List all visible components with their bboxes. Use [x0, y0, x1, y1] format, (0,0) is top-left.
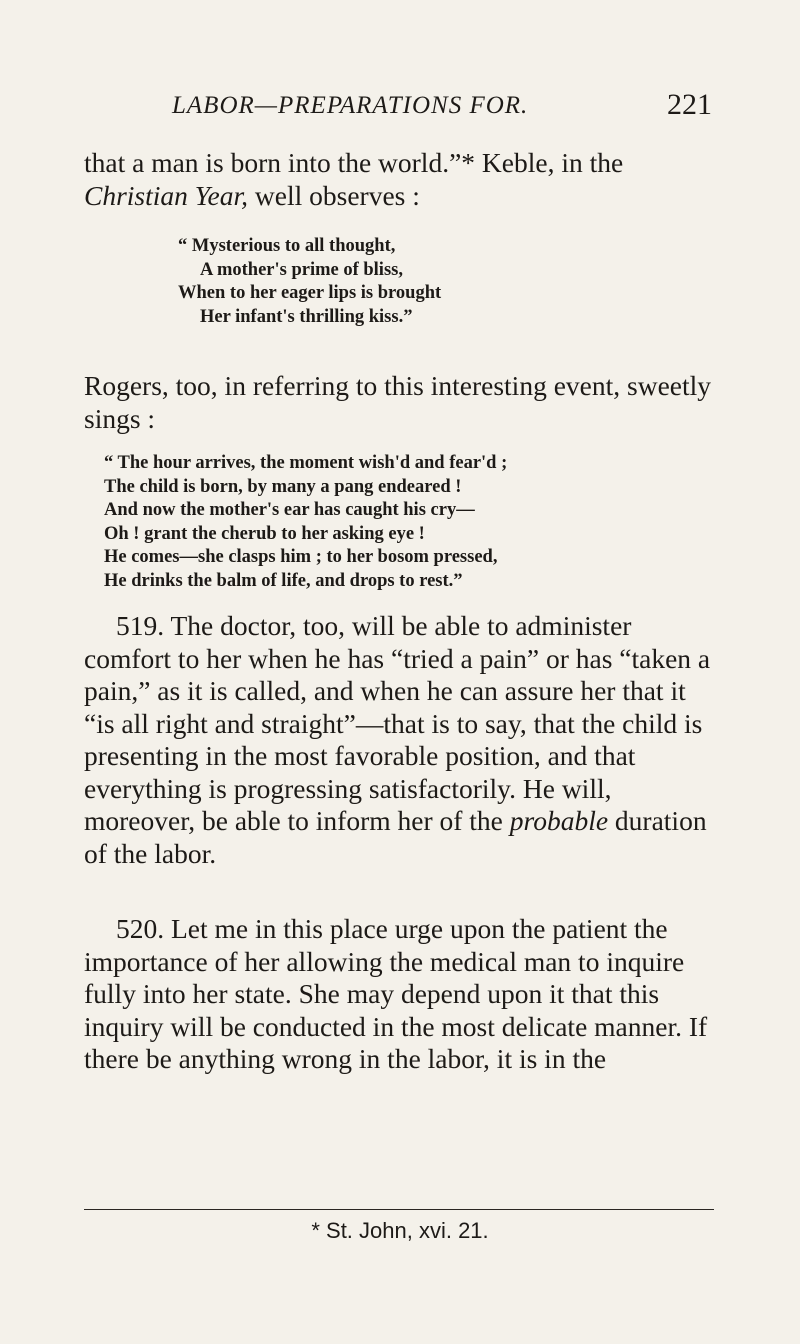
- running-head: LABOR—PREPARATIONS FOR.: [172, 92, 529, 119]
- keble-line-1: that a man is born into the world.”* Keble, in the: [84, 147, 624, 178]
- paragraph-519-text: 519. The doctor, too, will be able to administer comfort to her when he has “tried a pain” or has “taken a pain,” as it is called, and when he can assure her that it “is all right and straight”—that is to say, that the child is presenting in the most favorable position, and that everything is progressing satisfactorily. He will, moreover, be able to inform her of the: [84, 610, 711, 836]
- verse-line: Oh ! grant the cherub to her asking eye !: [104, 523, 425, 544]
- paragraph-519-end: duration of the labor.: [84, 805, 707, 869]
- verse-line: He drinks the balm of life, and drops to rest.”: [104, 570, 463, 591]
- footnote: * St. John, xvi. 21.: [311, 1218, 489, 1243]
- verse-line: A mother's prime of bliss,: [200, 259, 403, 280]
- emphasis-probable: probable: [509, 805, 609, 836]
- paragraph-rogers-intro: Rogers, too, in referring to this interesting event, sweetly sings :: [84, 370, 712, 434]
- verse-keble: [178, 235, 441, 329]
- verse-line: And now the mother's ear has caught his cry—: [104, 500, 475, 521]
- keble-line-2: well observes :: [248, 179, 420, 211]
- page-number: 221: [667, 88, 712, 121]
- verse-line: “ Mysterious to all thought,: [178, 236, 396, 256]
- page-header: [172, 88, 712, 128]
- paragraph-519: [84, 610, 716, 870]
- verse-line: He comes—she clasps him ; to her bosom pressed,: [104, 547, 498, 568]
- verse-line: Her infant's thrilling kiss.”: [200, 306, 413, 327]
- footnote-divider: [84, 1209, 714, 1210]
- paragraph-520: 520. Let me in this place urge upon the patient the importance of her allowing the medical man to inquire fully into her state. She may depend upon it that this inquiry will be conducted in the most delicate manner. If there be anything wrong in the labor, it is in the: [84, 913, 708, 1074]
- verse-line: When to her eager lips is brought: [178, 283, 442, 304]
- verse-line: “ The hour arrives, the moment wish'd and fear'd ;: [104, 453, 508, 473]
- verse-line: The child is born, by many a pang endeared !: [104, 476, 462, 497]
- book-title: Christian Year,: [84, 179, 249, 211]
- paragraph-keble-intro: [84, 147, 716, 212]
- verse-rogers: [104, 452, 507, 594]
